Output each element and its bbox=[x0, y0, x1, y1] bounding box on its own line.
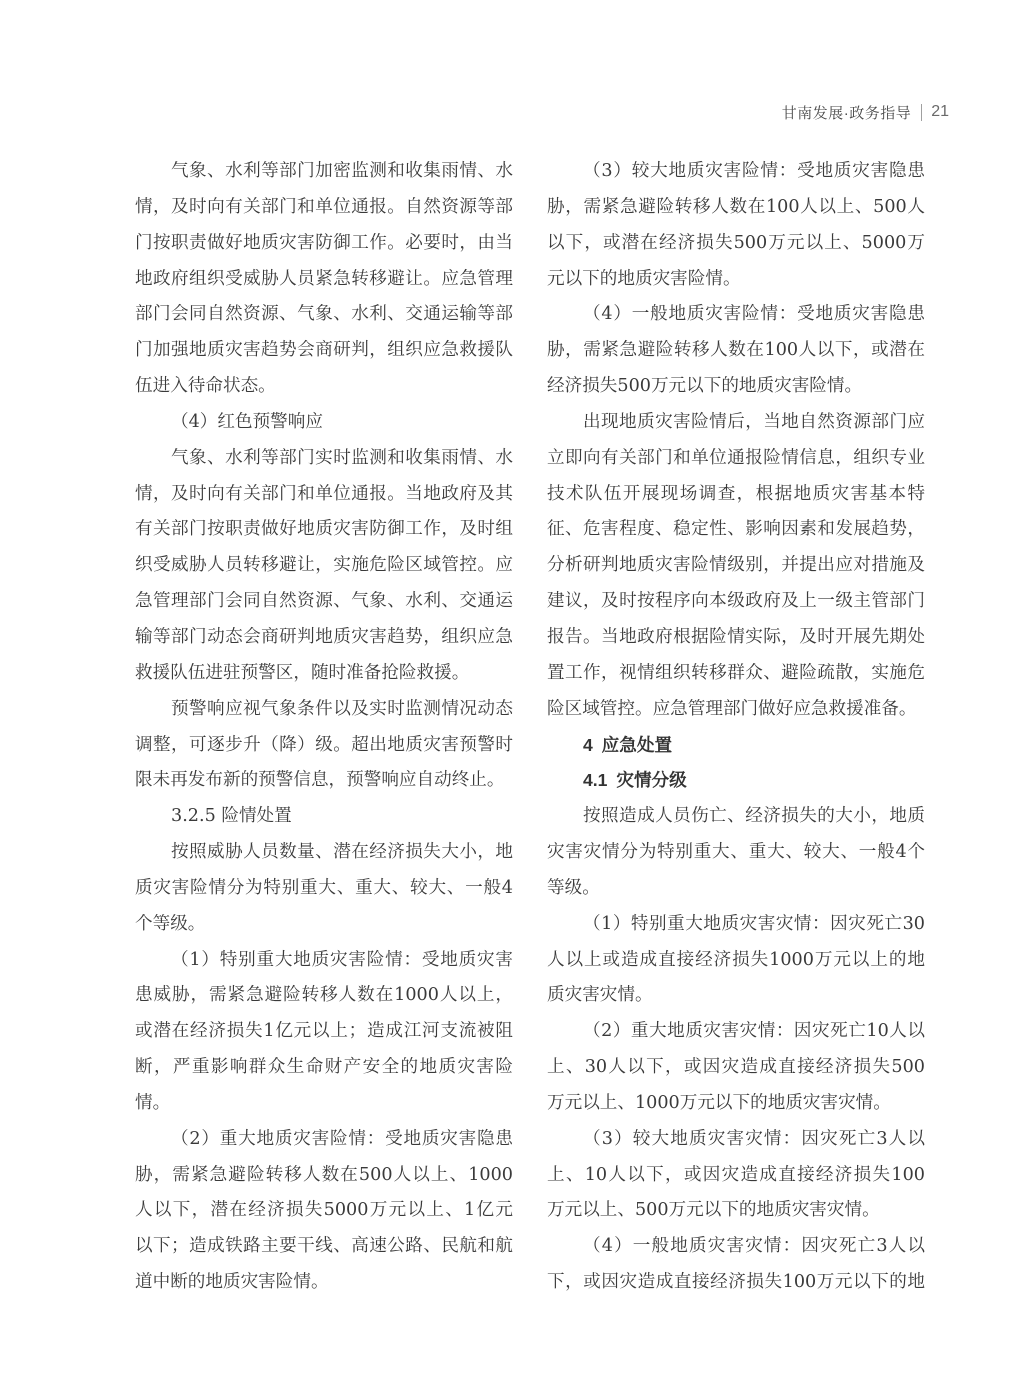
text-line: 以下；造成铁路主要干线、高速公路、民航和航 bbox=[135, 1236, 513, 1257]
text-line: 有关部门按职责做好地质灾害防御工作，及时组 bbox=[135, 519, 513, 540]
text-line: （3）较大地质灾害险情：受地质灾害隐患 bbox=[583, 161, 925, 181]
text-line: 限未再发布新的预警信息，预警响应自动终止。 bbox=[135, 770, 505, 791]
text-line: 胁，需紧急避险转移人数在100人以上、500人 bbox=[547, 196, 925, 217]
section-heading bbox=[547, 728, 925, 764]
paragraph bbox=[135, 692, 513, 800]
text-line: （4）红色预警响应 bbox=[171, 411, 323, 432]
paragraph bbox=[547, 405, 925, 728]
text-line: 部门会同自然资源、气象、水利、交通运输等部 bbox=[135, 304, 513, 325]
text-line: 伍进入待命状态。 bbox=[135, 376, 276, 397]
heading-text: 4 应急处置 bbox=[583, 734, 673, 755]
running-header bbox=[782, 101, 949, 123]
text-line: 报告。当地政府根据险情实际，及时开展先期处 bbox=[547, 626, 925, 647]
text-line: 情。 bbox=[135, 1092, 171, 1113]
text-line: 织受威胁人员转移避让，实施危险区域管控。应 bbox=[135, 555, 513, 576]
paragraph bbox=[135, 835, 513, 943]
text-line: 人以上或造成直接经济损失1000万元以上的地 bbox=[547, 949, 925, 970]
paragraph bbox=[135, 799, 513, 835]
page-number: 21 bbox=[931, 103, 949, 120]
text-line: 万元以上、500万元以下的地质灾害灾情。 bbox=[547, 1200, 880, 1221]
paragraph bbox=[547, 297, 925, 405]
text-line: 等级。 bbox=[547, 877, 600, 898]
text-line: 个等级。 bbox=[135, 913, 206, 934]
text-line: 立即向有关部门和单位通报险情信息，组织专业 bbox=[547, 447, 925, 468]
text-line: 气象、水利等部门实时监测和收集雨情、水 bbox=[171, 447, 513, 468]
text-line: 或潜在经济损失1亿元以上；造成江河支流被阻 bbox=[135, 1021, 513, 1042]
text-line: 患威胁，需紧急避险转移人数在1000人以上， bbox=[135, 985, 513, 1006]
text-line: 地政府组织受威胁人员紧急转移避让。应急管理 bbox=[135, 268, 513, 289]
text-line: 胁，需紧急避险转移人数在500人以上、1000 bbox=[135, 1164, 513, 1185]
paragraph bbox=[135, 943, 513, 1122]
text-line: 万元以上、1000万元以下的地质灾害灾情。 bbox=[547, 1092, 891, 1113]
paragraph bbox=[135, 405, 513, 441]
text-line: 道中断的地质灾害险情。 bbox=[135, 1272, 329, 1293]
text-line: （2）重大地质灾害灾情：因灾死亡10人以 bbox=[583, 1021, 925, 1042]
text-line: 技术队伍开展现场调查，根据地质灾害基本特 bbox=[547, 483, 925, 504]
text-line: 调整，可逐步升（降）级。超出地质灾害预警时 bbox=[135, 734, 513, 755]
text-line: 下，或因灾造成直接经济损失100万元以下的地 bbox=[547, 1272, 925, 1293]
text-line: 灾害灾情分为特别重大、重大、较大、一般4个 bbox=[547, 842, 925, 863]
paragraph bbox=[547, 154, 925, 297]
paragraph bbox=[135, 1122, 513, 1301]
text-line: 经济损失500万元以下的地质灾害险情。 bbox=[547, 376, 863, 397]
paragraph bbox=[547, 907, 925, 1015]
publication-title: 甘南发展·政务指导 bbox=[781, 104, 912, 122]
text-line: 情，及时向有关部门和单位通报。当地政府及其 bbox=[135, 483, 513, 504]
text-line: 输等部门动态会商研判地质灾害趋势，组织应急 bbox=[135, 626, 513, 647]
paragraph bbox=[547, 799, 925, 907]
header-divider bbox=[921, 104, 922, 121]
text-line: 分析研判地质灾害险情级别，并提出应对措施及 bbox=[547, 555, 925, 576]
paragraph bbox=[135, 154, 513, 405]
right-text-column bbox=[547, 154, 925, 1301]
heading-text: 4.1 灾情分级 bbox=[583, 770, 687, 791]
text-line: （2）重大地质灾害险情：受地质灾害隐患 bbox=[171, 1128, 513, 1149]
section-heading bbox=[547, 763, 925, 799]
text-line: 门按职责做好地质灾害防御工作。必要时，由当 bbox=[135, 232, 513, 253]
text-line: 上、10人以下，或因灾造成直接经济损失100 bbox=[547, 1164, 925, 1185]
text-line: 按照造成人员伤亡、经济损失的大小，地质 bbox=[583, 806, 925, 827]
text-line: （1）特别重大地质灾害险情：受地质灾害 bbox=[171, 949, 513, 970]
text-line: 险区域管控。应急管理部门做好应急救援准备。 bbox=[547, 698, 917, 719]
text-line: 质灾害灾情。 bbox=[547, 985, 653, 1006]
text-line: 置工作，视情组织转移群众、避险疏散，实施危 bbox=[547, 662, 925, 683]
text-line: 人以下，潜在经济损失5000万元以上、1亿元 bbox=[135, 1200, 513, 1221]
text-line: （3）较大地质灾害灾情：因灾死亡3人以 bbox=[583, 1128, 925, 1149]
text-line: （1）特别重大地质灾害灾情：因灾死亡30 bbox=[583, 913, 925, 934]
paragraph bbox=[547, 1122, 925, 1230]
text-line: 3.2.5 险情处置 bbox=[171, 806, 292, 827]
text-line: 建议，及时按程序向本级政府及上一级主管部门 bbox=[547, 591, 925, 612]
text-line: （4）一般地质灾害灾情：因灾死亡3人以 bbox=[583, 1236, 925, 1257]
paragraph bbox=[547, 1014, 925, 1122]
text-line: 气象、水利等部门加密监测和收集雨情、水 bbox=[171, 161, 513, 181]
text-line: 胁，需紧急避险转移人数在100人以下，或潜在 bbox=[547, 340, 925, 361]
text-line: 情，及时向有关部门和单位通报。自然资源等部 bbox=[135, 196, 513, 217]
text-line: 按照威胁人员数量、潜在经济损失大小，地 bbox=[171, 842, 513, 863]
text-line: 门加强地质灾害趋势会商研判，组织应急救援队 bbox=[135, 340, 513, 361]
left-text-column bbox=[135, 154, 513, 1301]
text-line: 预警响应视气象条件以及实时监测情况动态 bbox=[171, 698, 513, 719]
paragraph bbox=[547, 1229, 925, 1301]
text-line: 元以下的地质灾害险情。 bbox=[547, 268, 741, 289]
text-line: 征、危害程度、稳定性、影响因素和发展趋势， bbox=[547, 519, 925, 540]
text-line: 上、30人以下，或因灾造成直接经济损失500 bbox=[547, 1057, 925, 1078]
text-line: 急管理部门会同自然资源、气象、水利、交通运 bbox=[135, 591, 513, 612]
text-line: 质灾害险情分为特别重大、重大、较大、一般4 bbox=[135, 877, 513, 898]
text-line: （4）一般地质灾害险情：受地质灾害隐患 bbox=[583, 304, 925, 325]
text-line: 断，严重影响群众生命财产安全的地质灾害险 bbox=[135, 1057, 513, 1078]
text-line: 以下，或潜在经济损失500万元以上、5000万 bbox=[547, 232, 925, 253]
paragraph bbox=[135, 441, 513, 692]
text-line: 出现地质灾害险情后，当地自然资源部门应 bbox=[583, 411, 925, 432]
text-line: 救援队伍进驻预警区，随时准备抢险救援。 bbox=[135, 662, 470, 683]
